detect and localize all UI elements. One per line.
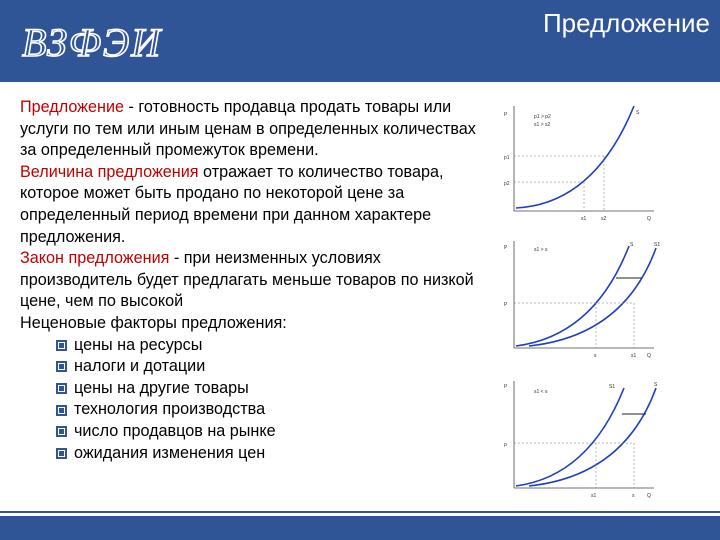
- footer-divider: [0, 511, 720, 513]
- factors-heading: Неценовые факторы предложения:: [20, 313, 287, 332]
- graph-note: s1 < s: [534, 389, 548, 395]
- supply-graphs: [484, 96, 684, 506]
- axis-label-p: P: [504, 245, 508, 251]
- header-bar: [0, 0, 720, 82]
- tick-label: s2: [601, 216, 607, 222]
- checkbox-bullet-icon: [56, 383, 67, 394]
- checkbox-bullet-icon: [56, 448, 67, 459]
- list-item: ожидания изменения цен: [56, 443, 480, 465]
- checkbox-bullet-icon: [56, 405, 67, 416]
- tick-label: p1: [504, 155, 510, 161]
- axis-label-q: Q: [647, 216, 651, 222]
- definition-quantity-text: отражает то количество товара, которое может быть продано по некоторой цене за определенный период времени при данном характере предложения.: [20, 162, 444, 246]
- tick-label: p: [504, 442, 507, 448]
- curve-label: S1: [654, 242, 661, 248]
- logo: [18, 14, 218, 68]
- checkbox-bullet-icon: [56, 426, 67, 437]
- curve-label: S: [630, 242, 634, 248]
- list-item: налоги и дотации: [56, 356, 480, 378]
- axis-label-q: Q: [647, 493, 651, 499]
- tick-label: p2: [504, 181, 510, 187]
- axis-label-q: Q: [647, 353, 651, 359]
- tick-label: s1: [631, 353, 637, 359]
- definition-quantity: [20, 162, 480, 248]
- graph-supply-increase: [504, 241, 660, 359]
- term-supply: Предложение: [20, 98, 124, 116]
- list-item: цены на другие товары: [56, 378, 480, 400]
- graph-supply-movement: [504, 106, 654, 222]
- list-item: цены на ресурсы: [56, 335, 480, 357]
- curve-label: S: [654, 382, 658, 388]
- curve-label: S1: [609, 384, 616, 390]
- axis-label-p: P: [504, 112, 508, 118]
- term-law: Закон предложения: [20, 249, 170, 268]
- tick-label: s: [632, 493, 635, 499]
- list-item: технология производства: [56, 399, 480, 421]
- tick-label: s1: [581, 216, 587, 222]
- definition-supply: [20, 97, 480, 162]
- curve-label: S: [636, 110, 640, 116]
- tick-label: P: [504, 302, 508, 308]
- footer-bar: [0, 516, 720, 540]
- graph-supply-decrease: [504, 381, 658, 499]
- slide-title: Предложение: [542, 8, 710, 38]
- definition-law: [20, 248, 480, 313]
- checkbox-bullet-icon: [56, 361, 67, 372]
- main-text: [20, 97, 480, 464]
- factors-list: [20, 335, 480, 465]
- graph-note: p1 > p2: [534, 114, 551, 120]
- graph-note: s1 > s: [534, 247, 548, 253]
- tick-label: s: [594, 353, 597, 359]
- logo-text: ВЗФЭИ: [22, 20, 163, 65]
- graph-note: s1 > s2: [534, 122, 551, 128]
- definition-law-text: - при неизменных условиях производитель будет предлагать меньше товаров по низкой цене, чем по высокой: [20, 249, 474, 311]
- definition-supply-text: - готовность продавца продать товары или услуги по тем или иным ценам в определенных количествах за определенный промежуток времени.: [20, 98, 476, 160]
- list-item: число продавцов на рынке: [56, 421, 480, 443]
- axis-label-p: P: [504, 384, 508, 390]
- term-quantity: Величина предложения: [20, 162, 199, 181]
- checkbox-bullet-icon: [56, 340, 67, 351]
- tick-label: s1: [591, 493, 597, 499]
